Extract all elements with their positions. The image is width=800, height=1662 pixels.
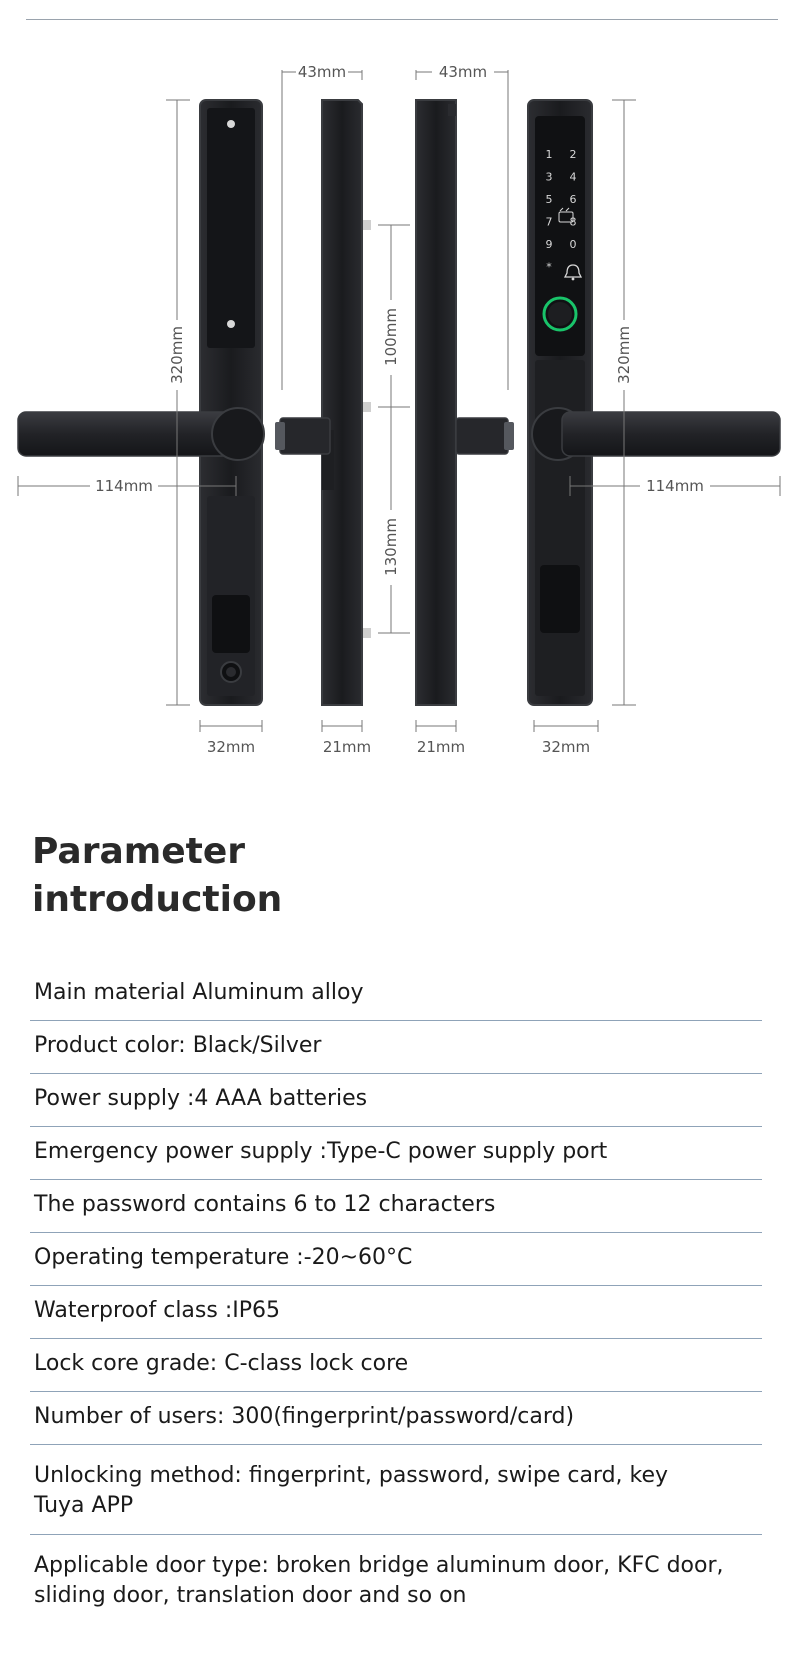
dim-label-handle-left: 114mm: [95, 477, 153, 495]
lever-handle: [18, 412, 234, 456]
parameter-row: [30, 1445, 762, 1535]
keypad-key: 4: [569, 170, 577, 184]
section-title-line-2: introduction: [32, 879, 283, 920]
parameter-row: Product color: Black/Silver: [30, 1021, 762, 1074]
parameter-row-line: Applicable door type: broken bridge aluminum door, KFC door,: [34, 1553, 724, 1578]
keypad-key: 9: [545, 238, 553, 251]
dim-label-height-left: 320mm: [168, 326, 186, 384]
keypad-key: 3: [545, 170, 553, 184]
screw-icon: [227, 120, 235, 128]
parameter-row: Operating temperature :-20~60°C: [30, 1233, 762, 1286]
dim-label-spacing-upper: 100mm: [382, 308, 400, 366]
lock-dimension-diagram: [0, 30, 800, 770]
keypad-key: 8: [569, 215, 577, 229]
battery-cover: [212, 595, 250, 653]
keypad-key: 6: [569, 193, 577, 206]
parameter-list: [30, 968, 762, 1625]
dim-label-width-2: 21mm: [322, 738, 372, 756]
dim-label-top-right: 43mm: [438, 63, 488, 81]
parameter-row: Waterproof class :IP65: [30, 1286, 762, 1339]
parameter-row-line: sliding door, translation door and so on: [34, 1583, 467, 1608]
keypad-key: 0: [569, 238, 577, 251]
keypad-key: 5: [545, 193, 553, 206]
lock-back-view: [18, 100, 264, 705]
lock-side-view-left: [275, 100, 371, 705]
dim-label-top-left: 43mm: [297, 63, 347, 81]
dim-label-height-right: 320mm: [615, 326, 633, 384]
mounting-post: [363, 628, 371, 638]
dim-label-width-1: 32mm: [206, 738, 256, 756]
section-title-line-1: Parameter: [32, 831, 246, 872]
lock-front-view: [528, 100, 780, 705]
keypad-key: 1: [545, 148, 553, 161]
parameter-row: Emergency power supply :Type-C power supply port: [30, 1127, 762, 1180]
parameter-row: Power supply :4 AAA batteries: [30, 1074, 762, 1127]
parameter-row: [30, 1535, 762, 1625]
section-title: [32, 828, 432, 924]
keypad-key: 7: [545, 215, 553, 229]
dim-label-spacing-lower: 130mm: [382, 518, 400, 576]
parameter-row: The password contains 6 to 12 characters: [30, 1180, 762, 1233]
dimension-lines: [18, 70, 780, 732]
lock-side-view-right: [416, 100, 514, 705]
parameter-row: Lock core grade: C-class lock core: [30, 1339, 762, 1392]
parameter-row: Number of users: 300(fingerprint/password/card): [30, 1392, 762, 1445]
mounting-post: [363, 220, 371, 230]
dim-label-width-3: 21mm: [416, 738, 466, 756]
lever-handle: [562, 412, 780, 456]
mounting-post: [363, 402, 371, 412]
parameter-row: Main material Aluminum alloy: [30, 968, 762, 1021]
parameter-row-line: Unlocking method: fingerprint, password, swipe card, key: [34, 1463, 669, 1488]
dim-label-width-4: 32mm: [541, 738, 591, 756]
keypad-key: 2: [569, 148, 577, 161]
battery-cover: [540, 565, 580, 633]
dim-label-handle-right: 114mm: [646, 477, 704, 495]
parameter-row-line: Tuya APP: [34, 1493, 134, 1518]
screw-icon: [227, 320, 235, 328]
keypad-key: *: [546, 260, 552, 274]
top-divider: [26, 19, 778, 20]
